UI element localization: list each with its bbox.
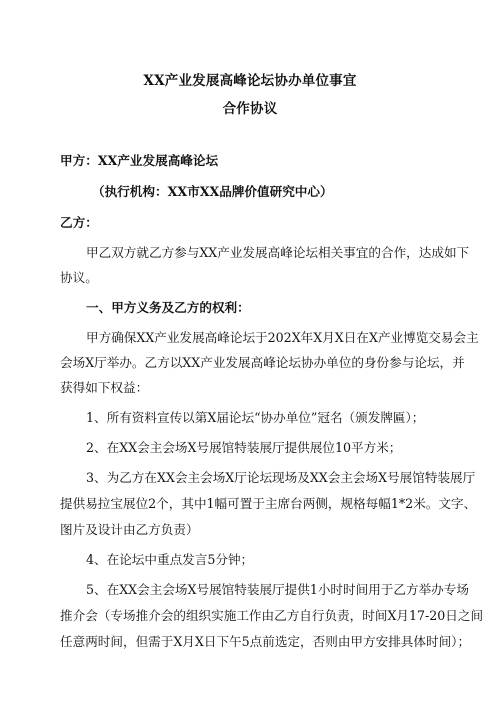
section-1-paragraph-line: 会场X厅举办。乙方以XX产业发展高峰论坛协办单位的身份参与论坛，并 (60, 355, 465, 370)
list-item-5-line-1: 5、在XX会主会场X号展馆特装展厅提供1小时时间用于乙方举办专场 (86, 582, 469, 597)
party-a-executor: （执行机构：XX市XX品牌价值研究中心） (92, 184, 333, 199)
section-1-paragraph-line: 获得如下权益： (60, 380, 149, 395)
party-b-label: 乙方： (60, 215, 98, 230)
section-1-paragraph-line: 甲方确保XX产业发展高峰论坛于202X年X月X日在X产业博览交易会主 (86, 330, 479, 345)
section-1-heading: 一、甲方义务及乙方的权利： (86, 300, 250, 315)
intro-line-2: 协议。 (60, 270, 98, 285)
list-item-1: 1、所有资料宣传以第X届论坛“协办单位”冠名（颁发牌匾）； (86, 410, 425, 425)
list-item-3-line-1: 3、为乙方在XX会主会场X厅论坛现场及XX会主会场X号展馆特装展厅 (86, 470, 476, 485)
party-a-label: 甲方：XX产业发展高峰论坛 (60, 153, 219, 168)
list-item-5-line-3: 任意两时间，但需于X月X日下午5点前选定，否则由甲方安排具体时间）； (60, 634, 471, 649)
intro-line-1: 甲乙双方就乙方参与XX产业发展高峰论坛相关事宜的合作，达成如下 (86, 245, 470, 260)
list-item-3-line-2: 提供易拉宝展位2个，其中1幅可置于主席台两侧，规格每幅1*2米。文字、 (60, 496, 477, 511)
document-subtitle: 合作协议 (222, 101, 278, 117)
document-title: XX产业发展高峰论坛协办单位事宜 (143, 73, 357, 89)
list-item-5-line-2: 推介会（专场推介会的组织实施工作由乙方自行负责，时间X月17-20日之间 (60, 608, 484, 623)
list-item-4: 4、在论坛中重点发言5分钟； (86, 552, 254, 567)
list-item-3-line-3: 图片及设计由乙方负责） (60, 522, 199, 537)
list-item-2: 2、在XX会主会场X号展馆特装展厅提供展位10平方米； (86, 440, 402, 455)
